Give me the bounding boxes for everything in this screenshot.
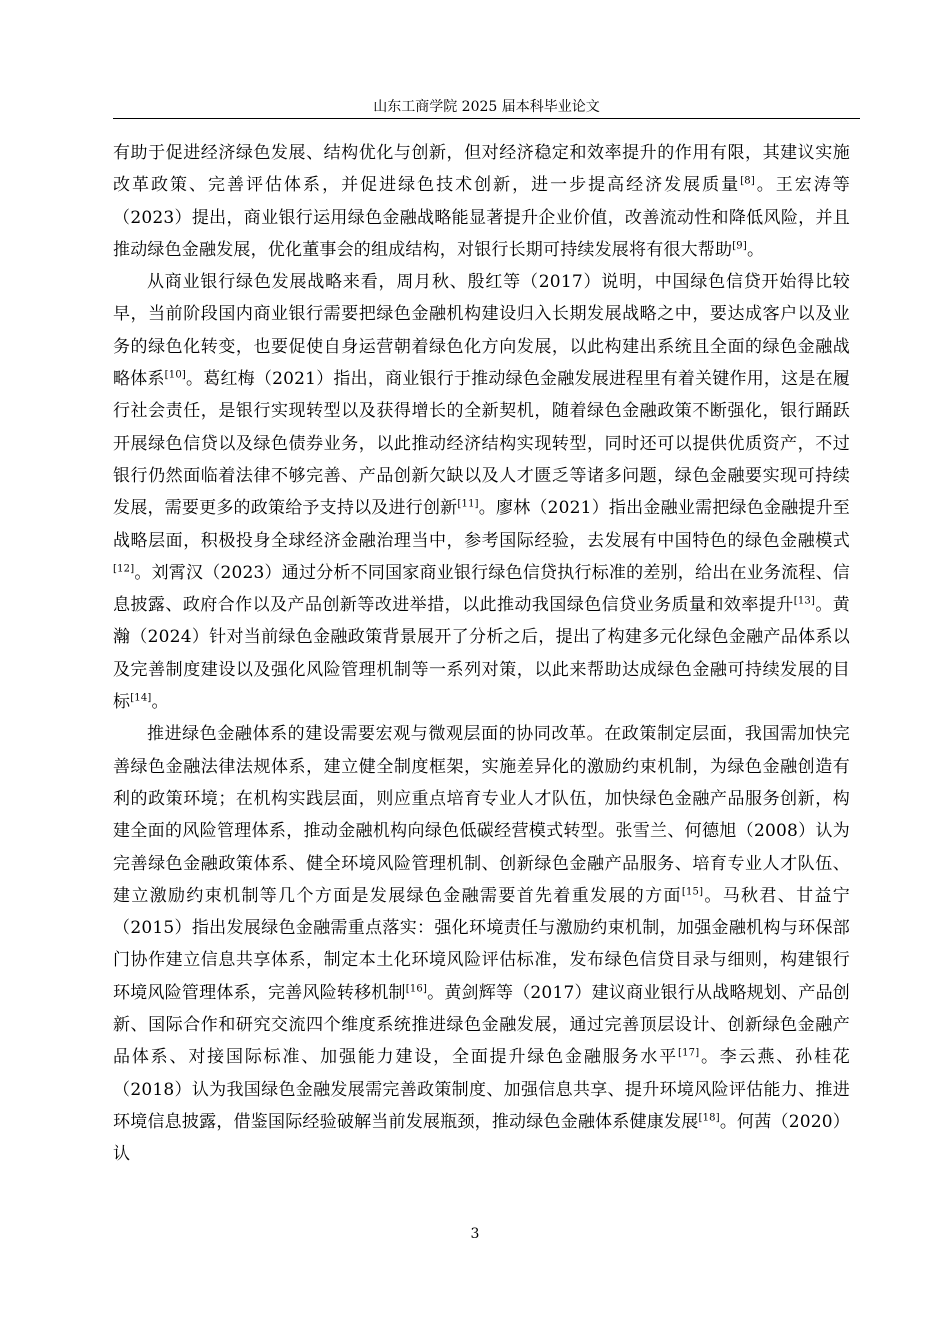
citation-marker: [16] [405, 983, 428, 995]
citation-marker: [9] [732, 240, 747, 252]
paragraph-2: 从商业银行绿色发展战略来看，周月秋、殷红等（2017）说明，中国绿色信贷开始得比较早，当前阶段国内商业银行需要把绿色金融机构建设归入长期发展战略之中，要达成客户以及业务的绿色化转变，也要促使自身运营朝着绿色化方向发展，以此构建出系统且全面的绿色金融战略体系[10]。葛红梅（2021）指出，商业银行于推动绿色金融发展进程里有着关键作用，这是在履行社会责任，是银行实现转型以及获得增长的全新契机，随着绿色金融政策不断强化，银行踊跃开展绿色信贷以及绿色债券业务，以此推动经济结构实现转型，同时还可以提供优质资产，不过银行仍然面临着法律不够完善、产品创新欠缺以及人才匮乏等诸多问题，绿色金融要实现可持续发展，需要更多的政策给予支持以及进行创新[11]。廖林（2021）指出金融业需把绿色金融提升至战略层面，积极投身全球经济金融治理当中，参考国际经验，去发展有中国特色的绿色金融模式[12]。刘霄汉（2023）通过分析不同国家商业银行绿色信贷执行标准的差别，给出在业务流程、信息披露、政府合作以及产品创新等改进举措，以此推动我国绿色信贷业务质量和效率提升[13]。黄瀚（2024）针对当前绿色金融政策背景展开了分析之后，提出了构建多元化绿色金融产品体系以及完善制度建设以及强化风险管理机制等一系列对策，以此来帮助达成绿色金融可持续发展的目标[14]。 [113, 272, 850, 713]
citation-marker: [13] [793, 595, 816, 607]
citation-marker: [15] [681, 886, 704, 898]
citation-marker: [12] [113, 563, 135, 575]
citation-marker: [8] [740, 175, 755, 187]
citation-marker: [11] [457, 498, 479, 510]
citation-marker: [10] [164, 369, 186, 381]
citation-marker: [14] [130, 692, 152, 704]
body-text [113, 137, 850, 1171]
page-number: 3 [470, 1226, 480, 1242]
citation-marker: [18] [698, 1112, 720, 1124]
paragraph-1: 有助于促进经济绿色发展、结构优化与创新，但对经济稳定和效率提升的作用有限，其建议实施改革政策、完善评估体系，并促进绿色技术创新，进一步提高经济发展质量[8]。王宏涛等（2023）提出，商业银行运用绿色金融战略能显著提升企业价值，改善流动性和降低风险，并且推动绿色金融发展，优化董事会的组成结构，对银行长期可持续发展将有很大帮助[9]。 [113, 143, 850, 260]
header-divider [113, 118, 860, 119]
running-header: 山东工商学院 2025 届本科毕业论文 [373, 99, 600, 115]
citation-marker: [17] [678, 1047, 700, 1059]
paragraph-3: 推进绿色金融体系的建设需要宏观与微观层面的协同改革。在政策制定层面，我国需加快完善绿色金融法律法规体系，建立健全制度框架，实施差异化的激励约束机制，为绿色金融创造有利的政策环境；在机构实践层面，则应重点培育专业人才队伍，加快绿色金融产品服务创新，构建全面的风险管理体系，推动金融机构向绿色低碳经营模式转型。张雪兰、何德旭（2008）认为完善绿色金融政策体系、健全环境风险管理机制、创新绿色金融产品服务、培育专业人才队伍、建立激励约束机制等几个方面是发展绿色金融需要首先着重发展的方面[15]。马秋君、甘益宁（2015）指出发展绿色金融需重点落实：强化环境责任与激励约束机制，加强金融机构与环保部门协作建立信息共享体系，制定本土化环境风险评估标准，发布绿色信贷目录与细则，构建银行环境风险管理体系，完善风险转移机制[16]。黄剑辉等（2017）建议商业银行从战略规划、产品创新、国际合作和研究交流四个维度系统推进绿色金融发展，通过完善顶层设计、创新绿色金融产品体系、对接国际标准、加强能力建设，全面提升绿色金融服务水平[17]。李云燕、孙桂花（2018）认为我国绿色金融发展需完善政策制度、加强信息共享、提升环境风险评估能力、推进环境信息披露，借鉴国际经验破解当前发展瓶颈，推动绿色金融体系健康发展[18]。何茜（2020）认 [113, 724, 850, 1165]
